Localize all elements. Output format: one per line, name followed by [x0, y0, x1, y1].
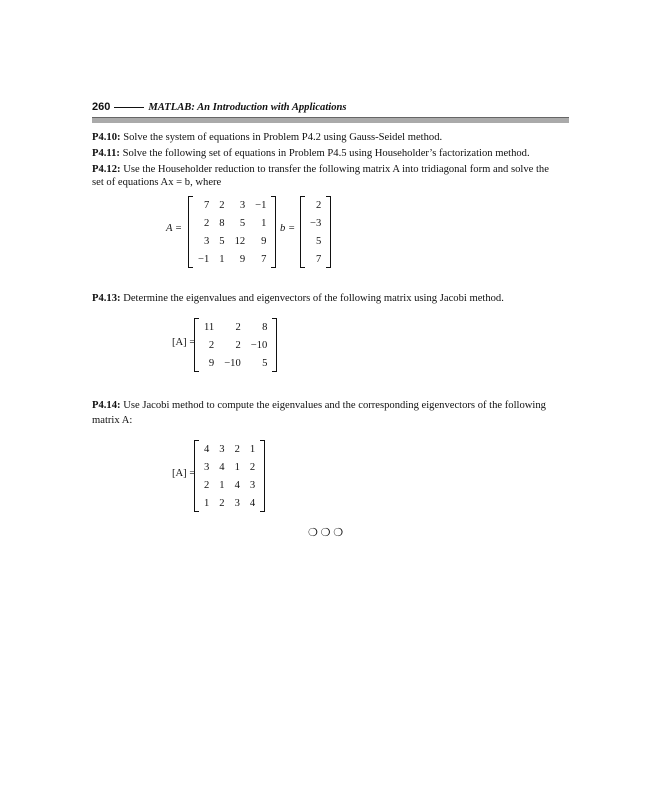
- problem-id: P4.13:: [92, 293, 121, 304]
- matrix-cell: 1: [219, 479, 225, 491]
- matrix-p4-14: [194, 440, 265, 512]
- problem-id: P4.14:: [92, 400, 121, 411]
- problem-p4-11: [92, 148, 530, 159]
- vector-b-label: b =: [280, 223, 296, 234]
- matrix-cell: 3: [234, 497, 240, 509]
- matrix-cell: 2: [208, 339, 215, 351]
- matrix-cell: 3: [219, 443, 225, 455]
- problem-text: Solve the following set of equations in Problem P4.5 using Householder’s factorization method.: [122, 148, 530, 159]
- matrix-p4-13: [194, 318, 277, 372]
- vector-b: [300, 196, 331, 268]
- matrix-row: [199, 318, 272, 336]
- matrix-cell: 1: [261, 217, 267, 229]
- matrix-cell: 3: [249, 479, 256, 491]
- matrix-cell: 3: [203, 235, 210, 247]
- problem-p4-12: [92, 164, 549, 175]
- matrix-row: [199, 336, 272, 354]
- book-title: MATLAB: An Introduction with Applications: [148, 102, 347, 113]
- matrix-a: [188, 196, 276, 268]
- problem-text-cont: set of equations Ax = b, where: [92, 177, 222, 188]
- matrix-cell: −1: [255, 199, 267, 211]
- matrix-cell: 7: [203, 199, 210, 211]
- matrix-cell: 4: [204, 443, 210, 455]
- matrix-cell: 3: [204, 461, 210, 473]
- matrix-cell: −10: [250, 339, 268, 351]
- matrix-cell: 4: [249, 497, 256, 509]
- matrix-row: [199, 494, 260, 512]
- matrix-cell: 1: [249, 443, 256, 455]
- matrix-cell: 3: [239, 199, 246, 211]
- matrix-row: [193, 232, 271, 250]
- matrix-cell: 7: [315, 253, 322, 265]
- matrix-row: [305, 214, 326, 232]
- matrix-cell: 7: [261, 253, 267, 265]
- problem-p4-14: [92, 400, 546, 411]
- matrix-cell: 8: [219, 217, 225, 229]
- matrix-row: [193, 196, 271, 214]
- matrix-cell: 2: [249, 461, 256, 473]
- matrix-cell: 1: [219, 253, 225, 265]
- matrix-cell: 9: [261, 235, 267, 247]
- matrix-cell: 11: [204, 321, 215, 333]
- matrix-label: [A] =: [172, 468, 196, 479]
- matrix-cell: 2: [315, 199, 322, 211]
- header-rule: [114, 107, 144, 108]
- matrix-cell: 2: [219, 497, 225, 509]
- problem-text: Use Jacobi method to compute the eigenvalues and the corresponding eigenvectors of the following: [123, 400, 546, 411]
- matrix-cell: 12: [234, 235, 246, 247]
- matrix-cell: 9: [208, 357, 215, 369]
- matrix-cell: 5: [262, 357, 268, 369]
- end-mark: ❍ ❍ ❍: [308, 527, 344, 539]
- matrix-cell: 2: [235, 339, 241, 351]
- matrix-row: [199, 476, 260, 494]
- matrix-a-label: A =: [166, 223, 183, 234]
- matrix-row: [199, 354, 272, 372]
- matrix-cell: 2: [203, 217, 210, 229]
- matrix-cell: −10: [224, 357, 241, 369]
- matrix-row: [193, 250, 271, 268]
- page-number: 260: [92, 101, 111, 113]
- matrix-cell: 5: [315, 235, 322, 247]
- running-header: [92, 101, 347, 113]
- matrix-cell: −3: [310, 217, 322, 229]
- header-bar: [92, 117, 569, 123]
- problem-id: P4.10:: [92, 132, 121, 143]
- matrix-cell: 2: [234, 443, 240, 455]
- problem-p4-10: [92, 132, 442, 143]
- matrix-cell: 2: [204, 479, 210, 491]
- problem-p4-13: [92, 293, 504, 304]
- matrix-cell: 9: [239, 253, 246, 265]
- matrix-cell: 2: [235, 321, 241, 333]
- matrix-cell: 1: [234, 461, 240, 473]
- matrix-cell: 5: [219, 235, 225, 247]
- problem-id: P4.11:: [92, 148, 120, 159]
- matrix-row: [305, 196, 326, 214]
- matrix-cell: 2: [219, 199, 225, 211]
- matrix-row: [199, 440, 260, 458]
- matrix-label: [A] =: [172, 337, 196, 348]
- problem-text: Solve the system of equations in Problem P4.2 using Gauss-Seidel method.: [123, 132, 443, 143]
- problem-id: P4.12:: [92, 164, 121, 175]
- matrix-cell: 4: [219, 461, 225, 473]
- matrix-row: [305, 250, 326, 268]
- matrix-row: [305, 232, 326, 250]
- matrix-cell: −1: [198, 253, 210, 265]
- matrix-cell: 1: [204, 497, 210, 509]
- matrix-cell: 5: [239, 217, 246, 229]
- problem-text: Determine the eigenvalues and eigenvectors of the following matrix using Jacobi method.: [123, 293, 504, 304]
- matrix-cell: 8: [262, 321, 268, 333]
- matrix-row: [199, 458, 260, 476]
- matrix-cell: 4: [234, 479, 240, 491]
- problem-text-cont: matrix A:: [92, 415, 133, 426]
- problem-text: Use the Householder reduction to transfer the following matrix A into tridiagonal form and solve the: [123, 164, 549, 175]
- matrix-row: [193, 214, 271, 232]
